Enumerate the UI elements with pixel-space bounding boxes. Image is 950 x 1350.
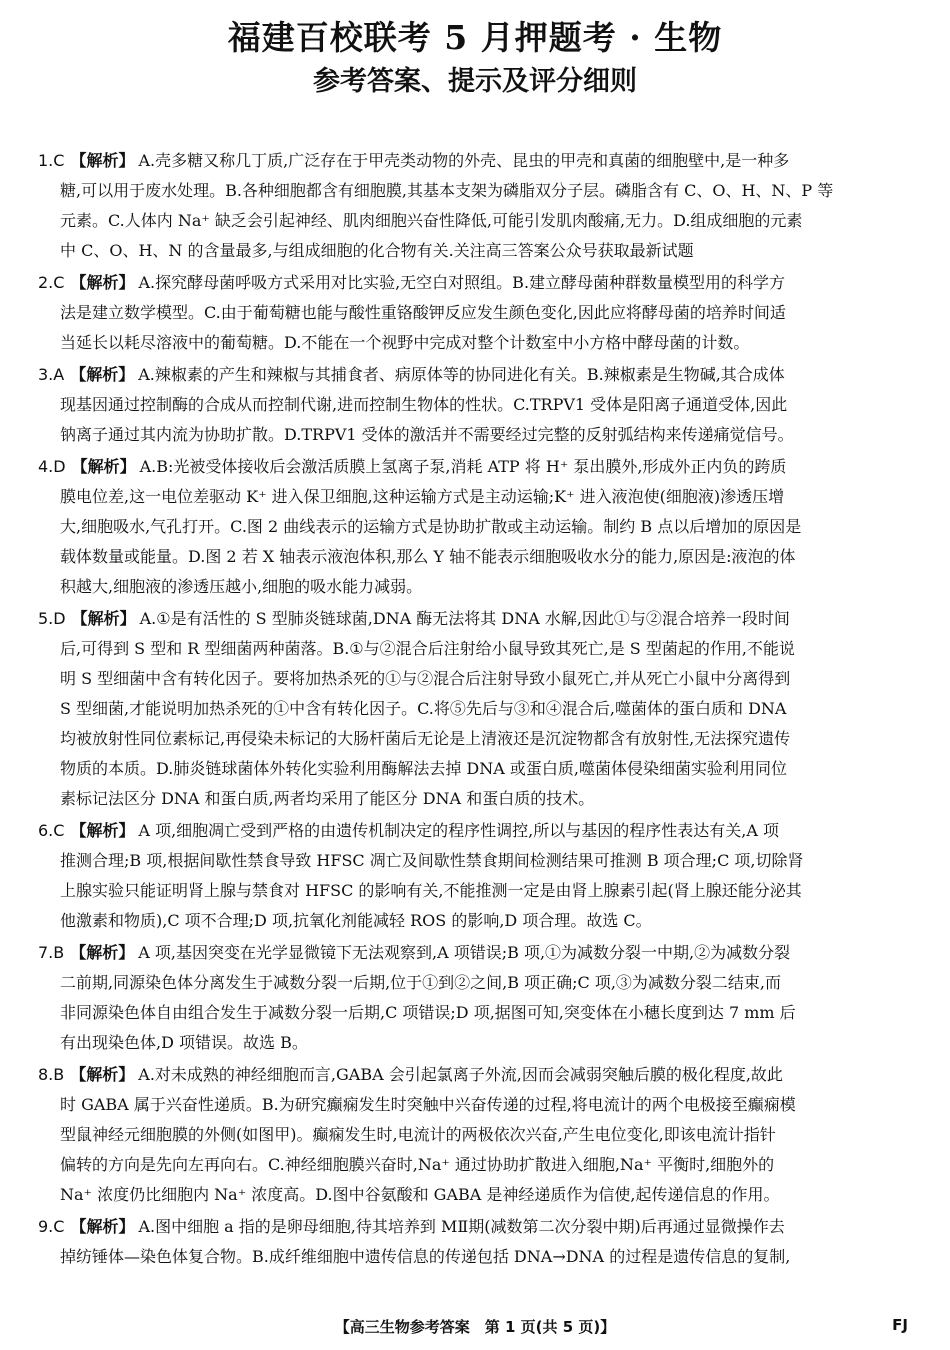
answer-item bbox=[38, 146, 910, 266]
answer-option: B bbox=[53, 943, 65, 962]
question-number: 9. bbox=[38, 1217, 54, 1236]
question-number: 3. bbox=[38, 365, 54, 384]
answer-line bbox=[38, 542, 910, 572]
answer-text: A 项,基因突变在光学显微镜下无法观察到,A 项错误;B 项,①为减数分裂一中期,②为减数分裂 bbox=[138, 943, 791, 962]
answer-text: 推测合理;B 项,根据间歇性禁食导致 HFSC 凋亡及间歇性禁食期间检测结果可推测 B 项合理;C 项,切除肾 bbox=[60, 851, 804, 870]
analysis-tag: 【解析】 bbox=[70, 365, 135, 384]
answer-text: A.图中细胞 a 指的是卵母细胞,待其培养到 MⅡ期(减数第二次分裂中期)后再通过显微操作去 bbox=[138, 1217, 785, 1236]
answer-text: A.对未成熟的神经细胞而言,GABA 会引起氯离子外流,因而会减弱突触后膜的极化程度,故此 bbox=[138, 1065, 783, 1084]
answer-option: C bbox=[53, 1217, 65, 1236]
answer-text: 现基因通过控制酶的合成从而控制代谢,进而控制生物体的性状。C.TRPV1 受体是阳离子通道受体,因此 bbox=[60, 395, 788, 414]
answer-option: A bbox=[53, 365, 65, 384]
answer-line bbox=[38, 938, 910, 968]
answer-text: 物质的本质。D.肺炎链球菌体外转化实验利用酶解法去掉 DNA 或蛋白质,噬菌体侵染细菌实验利用同位 bbox=[60, 759, 787, 778]
answer-line bbox=[38, 1120, 910, 1150]
answer-text: 当延长以耗尽溶液中的葡萄糖。D.不能在一个视野中完成对整个计数室中小方格中酵母菌的计数。 bbox=[60, 333, 750, 352]
analysis-tag: 【解析】 bbox=[70, 1065, 135, 1084]
answer-text: 型鼠神经元细胞膜的外侧(如图甲)。癫痫发生时,电流计的两极依次兴奋,产生电位变化,即该电流计指针 bbox=[60, 1125, 776, 1144]
answer-text: 偏转的方向是先向左再向右。C.神经细胞膜兴奋时,Na⁺ 通过协助扩散进入细胞,Na⁺ 平衡时,细胞外的 bbox=[60, 1155, 775, 1174]
answer-item bbox=[38, 604, 910, 814]
answer-item bbox=[38, 816, 910, 936]
answer-item bbox=[38, 360, 910, 450]
page-code: FJ bbox=[892, 1316, 908, 1334]
answer-line bbox=[38, 604, 910, 634]
answer-text: S 型细菌,才能说明加热杀死的①中含有转化因子。C.将⑤先后与③和④混合后,噬菌体的蛋白质和 DNA bbox=[60, 699, 787, 718]
answer-line bbox=[38, 298, 910, 328]
answer-line bbox=[38, 1060, 910, 1090]
answer-text: 掉纺锤体—染色体复合物。B.成纤维细胞中遗传信息的传递包括 DNA→DNA 的过程是遗传信息的复制, bbox=[60, 1247, 791, 1266]
answer-line bbox=[38, 1180, 910, 1210]
question-number: 4. bbox=[38, 457, 54, 476]
answer-text: 载体数量或能量。D.图 2 若 X 轴表示液泡体积,那么 Y 轴不能表示细胞吸收水分的能力,原因是:液泡的体 bbox=[60, 547, 796, 566]
analysis-tag: 【解析】 bbox=[70, 821, 135, 840]
answer-line bbox=[38, 754, 910, 784]
answer-text: 糖,可以用于废水处理。B.各种细胞都含有细胞膜,其基本支架为磷脂双分子层。磷脂含有 C、O、H、N、P 等 bbox=[60, 181, 834, 200]
answer-text: 中 C、O、H、N 的含量最多,与组成细胞的化合物有关.关注高三答案公众号获取最新试题 bbox=[60, 241, 694, 260]
analysis-tag: 【解析】 bbox=[70, 273, 135, 292]
analysis-tag: 【解析】 bbox=[70, 151, 135, 170]
answer-line bbox=[38, 1090, 910, 1120]
answer-line bbox=[38, 236, 910, 266]
answer-line bbox=[38, 1212, 910, 1242]
answer-line bbox=[38, 906, 910, 936]
answer-line bbox=[38, 784, 910, 814]
answer-option: C bbox=[53, 273, 65, 292]
answer-item bbox=[38, 938, 910, 1058]
answer-line bbox=[38, 482, 910, 512]
answer-line bbox=[38, 176, 910, 206]
question-number: 7. bbox=[38, 943, 54, 962]
answer-text: 上腺实验只能证明肾上腺与禁食对 HFSC 的影响有关,不能推测一定是由肾上腺素引起(肾上腺还能分泌其 bbox=[60, 881, 802, 900]
answer-line bbox=[38, 452, 910, 482]
answer-line bbox=[38, 876, 910, 906]
answer-option: D bbox=[53, 609, 66, 628]
answer-line bbox=[38, 1242, 910, 1272]
answer-text: 均被放射性同位素标记,再侵染未标记的大肠杆菌后无论是上清液还是沉淀物都含有放射性,无法探究遗传 bbox=[60, 729, 791, 748]
answer-line bbox=[38, 724, 910, 754]
answer-option: C bbox=[53, 821, 65, 840]
answer-item bbox=[38, 452, 910, 602]
answer-line bbox=[38, 664, 910, 694]
question-number: 6. bbox=[38, 821, 54, 840]
answer-text: A.辣椒素的产生和辣椒与其捕食者、病原体等的协同进化有关。B.辣椒素是生物碱,其合成体 bbox=[138, 365, 785, 384]
answer-line bbox=[38, 846, 910, 876]
question-number: 2. bbox=[38, 273, 54, 292]
answer-text: 时 GABA 属于兴奋性递质。B.为研究癫痫发生时突触中兴奋传递的过程,将电流计的两个电极接至癫痫模 bbox=[60, 1095, 796, 1114]
analysis-tag: 【解析】 bbox=[70, 943, 135, 962]
answer-text: 有出现染色体,D 项错误。故选 B。 bbox=[60, 1033, 308, 1052]
answer-line bbox=[38, 968, 910, 998]
answer-text: A.B:光被受体接收后会激活质膜上氢离子泵,消耗 ATP 将 H⁺ 泵出膜外,形成外正内负的跨质 bbox=[139, 457, 787, 476]
answer-text: 大,细胞吸水,气孔打开。C.图 2 曲线表示的运输方式是协助扩散或主动运输。制约 B 点以后增加的原因是 bbox=[60, 517, 802, 536]
answer-option: D bbox=[53, 457, 66, 476]
answer-option: B bbox=[53, 1065, 65, 1084]
answer-text: 素标记法区分 DNA 和蛋白质,两者均采用了能区分 DNA 和蛋白质的技术。 bbox=[60, 789, 595, 808]
question-number: 1. bbox=[38, 151, 54, 170]
answer-text: 元素。C.人体内 Na⁺ 缺乏会引起神经、肌肉细胞兴奋性降低,可能引发肌肉酸痛,无力。D.组成细胞的元素 bbox=[60, 211, 803, 230]
analysis-tag: 【解析】 bbox=[71, 457, 136, 476]
page-footer: 【高三生物参考答案 第 1 页(共 5 页)】 bbox=[334, 1318, 616, 1336]
answer-text: Na⁺ 浓度仍比细胞内 Na⁺ 浓度高。D.图中谷氨酸和 GABA 是神经递质作为信使,起传递信息的作用。 bbox=[60, 1185, 780, 1204]
answer-line bbox=[38, 390, 910, 420]
answer-text: 积越大,细胞液的渗透压越小,细胞的吸水能力减弱。 bbox=[60, 577, 423, 596]
answer-item bbox=[38, 1060, 910, 1210]
answer-option: C bbox=[53, 151, 65, 170]
answer-line bbox=[38, 634, 910, 664]
answer-text: 明 S 型细菌中含有转化因子。要将加热杀死的①与②混合后注射导致小鼠死亡,并从死亡小鼠中分离得到 bbox=[60, 669, 791, 688]
answer-line bbox=[38, 420, 910, 450]
answer-line bbox=[38, 694, 910, 724]
answer-line bbox=[38, 268, 910, 298]
analysis-tag: 【解析】 bbox=[70, 1217, 135, 1236]
answer-line bbox=[38, 998, 910, 1028]
answer-text: 膜电位差,这一电位差驱动 K⁺ 进入保卫细胞,这种运输方式是主动运输;K⁺ 进入液泡使(细胞液)渗透压增 bbox=[60, 487, 785, 506]
answer-line bbox=[38, 328, 910, 358]
answer-text: 钠离子通过其内流为协助扩散。D.TRPV1 受体的激活并不需要经过完整的反射弧结构来传递痛觉信号。 bbox=[60, 425, 794, 444]
question-number: 5. bbox=[38, 609, 54, 628]
answer-line bbox=[38, 572, 910, 602]
answer-line bbox=[38, 1028, 910, 1058]
answer-list bbox=[38, 146, 910, 1274]
analysis-tag: 【解析】 bbox=[71, 609, 136, 628]
answer-line bbox=[38, 146, 910, 176]
answer-item bbox=[38, 1212, 910, 1272]
answer-text: 非同源染色体自由组合发生于减数分裂一后期,C 项错误;D 项,据图可知,突变体在小穗长度到达 7 mm 后 bbox=[60, 1003, 796, 1022]
answer-line bbox=[38, 512, 910, 542]
answer-line bbox=[38, 360, 910, 390]
answer-text: A.①是有活性的 S 型肺炎链球菌,DNA 酶无法将其 DNA 水解,因此①与②混合培养一段时间 bbox=[139, 609, 790, 628]
document-title: 福建百校联考 5 月押题考 · 生物 bbox=[227, 18, 723, 57]
question-number: 8. bbox=[38, 1065, 54, 1084]
answer-item bbox=[38, 268, 910, 358]
answer-line bbox=[38, 816, 910, 846]
answer-text: 法是建立数学模型。C.由于葡萄糖也能与酸性重铬酸钾反应发生颜色变化,因此应将酵母菌的培养时间适 bbox=[60, 303, 786, 322]
answer-text: A 项,细胞凋亡受到严格的由遗传机制决定的程序性调控,所以与基因的程序性表达有关,A 项 bbox=[138, 821, 779, 840]
answer-line bbox=[38, 206, 910, 236]
answer-line bbox=[38, 1150, 910, 1180]
document-subtitle: 参考答案、提示及评分细则 bbox=[313, 66, 637, 97]
answer-text: 后,可得到 S 型和 R 型细菌两种菌落。B.①与②混合后注射给小鼠导致其死亡,是 S 型菌起的作用,不能说 bbox=[60, 639, 795, 658]
answer-text: A.探究酵母菌呼吸方式采用对比实验,无空白对照组。B.建立酵母菌种群数量模型用的科学方 bbox=[138, 273, 786, 292]
answer-text: 二前期,同源染色体分离发生于减数分裂一后期,位于①到②之间,B 项正确;C 项,③为减数分裂二结束,而 bbox=[60, 973, 781, 992]
answer-text: A.壳多糖又称几丁质,广泛存在于甲壳类动物的外壳、昆虫的甲壳和真菌的细胞壁中,是一种多 bbox=[138, 151, 790, 170]
answer-text: 他激素和物质),C 项不合理;D 项,抗氧化剂能减轻 ROS 的影响,D 项合理。故选 C。 bbox=[60, 911, 652, 930]
